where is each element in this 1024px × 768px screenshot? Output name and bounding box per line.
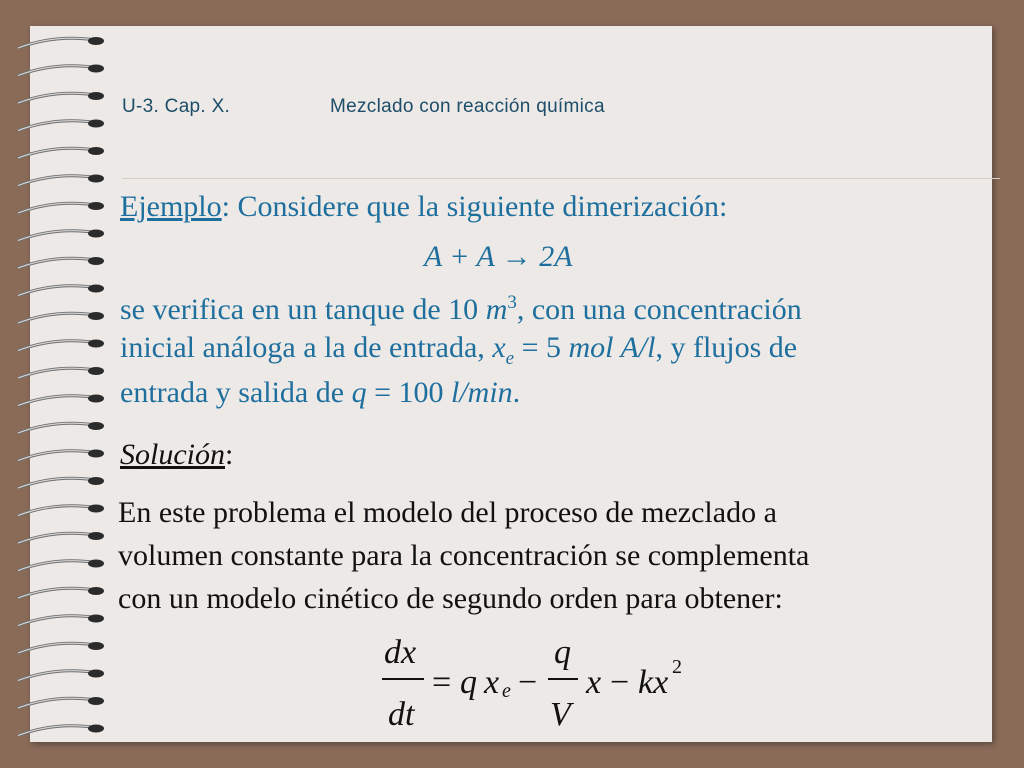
example-heading — [120, 190, 727, 224]
ring-hole — [88, 37, 104, 45]
ring-hole — [88, 615, 104, 623]
example-label: Ejemplo — [120, 190, 222, 223]
minus-sign: − — [518, 664, 538, 701]
ring-wire — [18, 66, 96, 76]
xe-sub: e — [505, 348, 515, 369]
ring-hole — [88, 725, 104, 733]
text-span: inicial análoga a la de entrada, — [120, 331, 485, 364]
ring-hole — [88, 120, 104, 128]
ring-hole — [88, 367, 104, 375]
lhs-denominator: dt — [388, 696, 415, 733]
ring-wire — [18, 478, 96, 488]
ring-wire — [18, 38, 96, 48]
ring-wire — [18, 451, 96, 461]
ring-wire — [18, 368, 96, 378]
x-term: x — [586, 664, 602, 701]
section-title: Mezclado con reacción química — [330, 96, 605, 117]
ring-wire — [18, 313, 96, 323]
ring-wire — [18, 258, 96, 268]
ring-hole — [88, 560, 104, 568]
ring-hole — [88, 202, 104, 210]
ring-hole — [88, 147, 104, 155]
solution-heading — [120, 438, 233, 472]
ring-hole — [88, 340, 104, 348]
xe-var: x — [492, 331, 506, 364]
ring-hole — [88, 65, 104, 73]
ring-hole — [88, 285, 104, 293]
spiral-binding-icon — [0, 0, 120, 768]
ring-wire — [18, 643, 96, 653]
minus-sign-2: − — [610, 664, 630, 701]
lhs-numerator: dx — [384, 634, 417, 671]
ring-hole — [88, 257, 104, 265]
ring-wire — [18, 726, 96, 736]
solution-line-2: volumen constante para la concentración se complementa — [118, 539, 810, 572]
frac-denominator: V — [550, 696, 571, 733]
ring-hole — [88, 312, 104, 320]
ring-wire — [18, 93, 96, 103]
q-term: q — [460, 664, 477, 701]
ring-wire — [18, 176, 96, 186]
text-span: = 100 — [366, 376, 451, 409]
text-span: : — [225, 438, 234, 471]
ring-wire — [18, 341, 96, 351]
ring-wire — [18, 423, 96, 433]
ring-wire — [18, 286, 96, 296]
frac-numerator: q — [554, 634, 571, 671]
ring-hole — [88, 477, 104, 485]
q-var: q — [351, 376, 367, 409]
square-exponent: 2 — [672, 656, 682, 678]
kx-term: kx — [638, 664, 669, 701]
text-span: . — [512, 376, 521, 409]
ring-wire — [18, 698, 96, 708]
ring-hole — [88, 587, 104, 595]
solution-line-1: En este problema el modelo del proceso de mezclado a — [118, 496, 777, 529]
text-span: , y flujos de — [655, 331, 798, 364]
reaction-equation: A + A → 2A — [424, 240, 573, 273]
ring-wire — [18, 121, 96, 131]
q-unit: l/min — [450, 376, 513, 409]
ring-wire — [18, 396, 96, 406]
ring-wire — [18, 203, 96, 213]
example-intro: : Considere que la siguiente dimerización: — [221, 190, 728, 223]
ring-hole — [88, 670, 104, 678]
ring-wire — [18, 671, 96, 681]
ring-wire — [18, 616, 96, 626]
header-divider — [122, 178, 1000, 179]
text-span: se verifica en un tanque de 10 — [120, 293, 479, 326]
unit-label: U-3. Cap. X. — [122, 96, 231, 117]
ring-hole — [88, 395, 104, 403]
frac-bar — [548, 678, 578, 680]
example-line-1 — [120, 286, 802, 327]
ring-wire — [18, 533, 96, 543]
text-span: = 5 — [514, 331, 569, 364]
example-line-3 — [120, 376, 520, 410]
lhs-fraction-bar — [382, 678, 424, 680]
ring-hole — [88, 642, 104, 650]
example-line-2 — [120, 331, 797, 376]
ring-wire — [18, 148, 96, 158]
ring-hole — [88, 230, 104, 238]
ring-wire — [18, 588, 96, 598]
ring-hole — [88, 92, 104, 100]
xe-term: x — [484, 664, 500, 701]
text-span: , con una concentración — [516, 293, 802, 326]
text-span: entrada y salida de — [120, 376, 345, 409]
ring-hole — [88, 505, 104, 513]
ring-hole — [88, 175, 104, 183]
ring-wire — [18, 231, 96, 241]
ring-hole — [88, 697, 104, 705]
ring-hole — [88, 532, 104, 540]
volume-var: m — [485, 293, 508, 326]
solution-line-3: con un modelo cinético de segundo orden para obtener: — [118, 582, 783, 615]
ring-hole — [88, 422, 104, 430]
ring-hole — [88, 450, 104, 458]
ring-wire — [18, 561, 96, 571]
solution-label: Solución — [120, 438, 225, 471]
ring-wire — [18, 506, 96, 516]
volume-exp: 3 — [507, 292, 517, 313]
equals-sign: = — [432, 664, 452, 701]
xe-unit: mol A/l — [568, 331, 656, 364]
xe-subscript: e — [502, 680, 511, 702]
